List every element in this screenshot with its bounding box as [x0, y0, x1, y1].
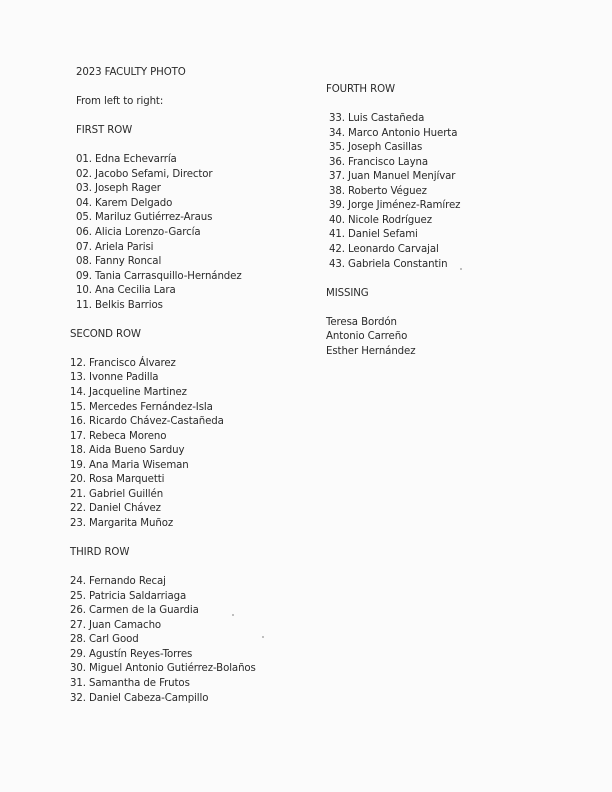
list-item: 24. Fernando Recaj — [70, 576, 166, 588]
list-item: 11. Belkis Barrios — [76, 299, 163, 311]
missing-heading: MISSING — [326, 287, 369, 299]
scan-speck — [262, 636, 264, 638]
scan-speck — [460, 268, 462, 270]
list-item: 02. Jacobo Sefami, Director — [76, 168, 213, 180]
right-column — [326, 83, 460, 359]
list-item: 20. Rosa Marquetti — [70, 474, 165, 486]
list-item: 15. Mercedes Fernández-Isla — [70, 401, 213, 413]
fourth-row-heading: FOURTH ROW — [326, 84, 395, 95]
list-item: 38. Roberto Véguez — [329, 185, 427, 197]
list-item: 35. Joseph Casillas — [329, 142, 423, 154]
list-item: 29. Agustín Reyes-Torres — [70, 648, 193, 660]
list-item: 06. Alicia Lorenzo-García — [76, 227, 201, 239]
first-row-list — [76, 153, 256, 313]
list-item: 25. Patricia Saldarriaga — [70, 590, 187, 602]
list-item: Esther Hernández — [326, 345, 416, 357]
list-item: 16. Ricardo Chávez-Castañeda — [70, 416, 224, 428]
missing-list — [326, 316, 460, 360]
list-item: 09. Tania Carrasquillo-Hernández — [76, 270, 242, 282]
third-row-heading: THIRD ROW — [70, 547, 130, 559]
list-item: Antonio Carreño — [326, 331, 408, 343]
left-column — [70, 66, 256, 706]
list-item: 22. Daniel Chávez — [70, 503, 161, 515]
list-item: 27. Juan Camacho — [70, 619, 162, 631]
list-item: 04. Karem Delgado — [76, 197, 173, 209]
list-item: 01. Edna Echevarría — [76, 154, 177, 166]
first-row-heading: FIRST ROW — [76, 125, 133, 137]
list-item: 03. Joseph Rager — [76, 183, 161, 195]
list-item: 14. Jacqueline Martinez — [70, 387, 187, 399]
list-item: 30. Miguel Antonio Gutiérrez-Bolaños — [70, 663, 256, 675]
list-item: 13. Ivonne Padilla — [70, 372, 159, 384]
fourth-row-list — [326, 112, 460, 272]
list-item: 19. Ana Maria Wiseman — [70, 459, 189, 471]
list-item: 26. Carmen de la Guardia — [70, 605, 199, 617]
list-item: 12. Francisco Álvarez — [70, 357, 176, 369]
third-row-list — [70, 575, 256, 706]
list-item: 42. Leonardo Carvajal — [329, 244, 439, 256]
list-item: 08. Fanny Roncal — [76, 256, 162, 268]
list-item: 41. Daniel Sefami — [329, 229, 418, 241]
list-item: 28. Carl Good — [70, 634, 139, 646]
list-item: 34. Marco Antonio Huerta — [329, 127, 458, 139]
list-item: 40. Nicole Rodríguez — [329, 214, 432, 226]
list-item: 10. Ana Cecilia Lara — [76, 285, 176, 297]
list-item: 36. Francisco Layna — [329, 156, 429, 168]
page-subtitle: From left to right: — [76, 96, 164, 108]
list-item: 31. Samantha de Frutos — [70, 677, 190, 689]
list-item: 23. Margarita Muñoz — [70, 517, 174, 529]
list-item: 32. Daniel Cabeza-Campillo — [70, 692, 209, 704]
list-item: 17. Rebeca Moreno — [70, 430, 167, 442]
list-item: 33. Luis Castañeda — [329, 113, 425, 125]
list-item: 43. Gabriela Constantin — [329, 258, 448, 270]
list-item: Teresa Bordón — [326, 316, 397, 328]
second-row-list — [70, 357, 256, 532]
list-item: 07. Ariela Parisi — [76, 241, 154, 253]
list-item: 05. Mariluz Gutiérrez-Araus — [76, 212, 213, 224]
list-item: 21. Gabriel Guillén — [70, 488, 164, 500]
list-item: 39. Jorge Jiménez-Ramírez — [329, 200, 461, 212]
second-row-heading: SECOND ROW — [70, 328, 141, 340]
scan-speck — [232, 614, 234, 616]
page-title: 2023 FACULTY PHOTO — [76, 67, 186, 78]
list-item: 37. Juan Manuel Menjívar — [329, 171, 456, 183]
list-item: 18. Aida Bueno Sarduy — [70, 445, 185, 457]
